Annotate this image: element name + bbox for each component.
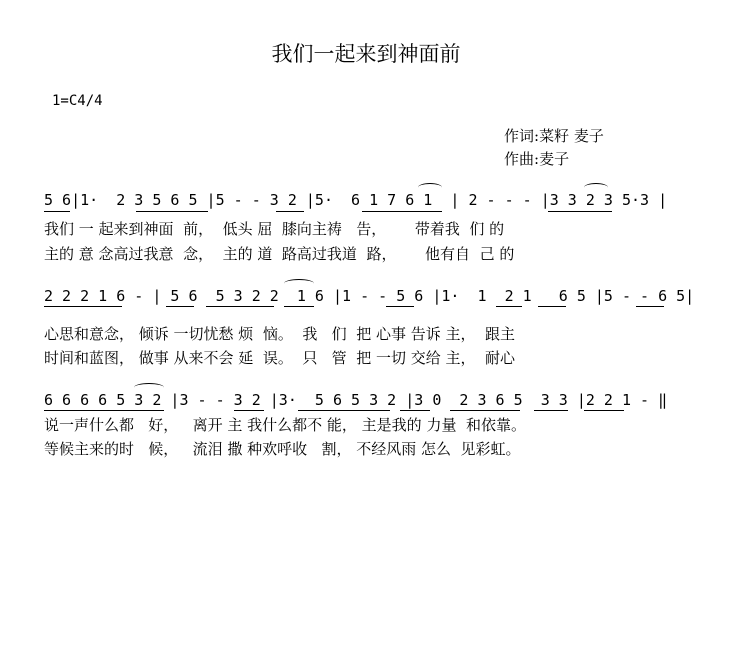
lyric-line-3b: 等候主来的时 候， 流泪 撒 种欢呼收 割， 不经风雨 怎么 见彩虹。 bbox=[44, 440, 521, 458]
notation-line-1: 5 6|1· 2 3 5 6 5 |5 - - 3 2 |5· 6 1 7 6 1 | 2 - - - |3 3 2 3 5·3 | bbox=[44, 191, 668, 209]
notation-line-3: 6 6 6 6 5 3 2 |3 - - 3 2 |3· 5 6 5 3 2 |3 0 2 3 6 5 3 3 |2 2 1 - ‖ bbox=[44, 391, 668, 409]
beam-line bbox=[136, 211, 208, 212]
beam-line bbox=[400, 410, 430, 411]
beam-line bbox=[386, 306, 414, 307]
notation-line-2: 2 2 2 1 6 - | 5 6 5 3 2 2 1 6 |1 - - 5 6 |1· 1 2 1 6 5 |5 - - 6 5| bbox=[44, 287, 695, 305]
beam-line bbox=[44, 410, 164, 411]
beam-line bbox=[496, 306, 522, 307]
beam-line bbox=[44, 306, 122, 307]
lyricist-name: 菜籽 麦子 bbox=[539, 127, 604, 145]
composer-credit bbox=[504, 148, 569, 169]
beam-line bbox=[234, 410, 264, 411]
slur-mark bbox=[418, 183, 442, 192]
beam-line bbox=[206, 306, 274, 307]
beam-line bbox=[450, 410, 520, 411]
lyricist-credit bbox=[504, 125, 604, 146]
beam-line bbox=[534, 410, 568, 411]
composer-name: 麦子 bbox=[539, 150, 570, 168]
beam-line bbox=[284, 306, 314, 307]
lyric-line-1a: 我们 一 起来到神面 前， 低头 屈 膝向主祷 告， 带着我 们 的 bbox=[44, 220, 505, 238]
beam-line bbox=[44, 211, 70, 212]
beam-line bbox=[166, 306, 194, 307]
slur-mark bbox=[584, 183, 608, 192]
lyric-line-2b: 时间和蓝图， 做事 从来不会 延 误。 只 管 把 一切 交给 主， 耐心 bbox=[44, 349, 516, 367]
beam-line bbox=[538, 306, 566, 307]
lyric-line-2a: 心思和意念， 倾诉 一切忧愁 烦 恼。 我 们 把 心事 告诉 主， 跟主 bbox=[44, 325, 516, 343]
beam-line bbox=[548, 211, 612, 212]
beam-line bbox=[362, 211, 442, 212]
beam-line bbox=[298, 410, 390, 411]
beam-line bbox=[584, 410, 624, 411]
composer-label: 作曲: bbox=[504, 150, 540, 168]
slur-mark bbox=[134, 383, 164, 392]
lyric-line-1b: 主的 意 念高过我意 念， 主的 道 路高过我道 路， 他有自 己 的 bbox=[44, 245, 515, 263]
key-signature: 1=C4/4 bbox=[52, 93, 103, 109]
beam-line bbox=[636, 306, 664, 307]
slur-mark bbox=[284, 279, 314, 288]
beam-line bbox=[276, 211, 304, 212]
song-title: 我们一起来到神面前 bbox=[271, 42, 461, 66]
lyricist-label: 作词: bbox=[504, 127, 540, 145]
lyric-line-3a: 说一声什么都 好， 离开 主 我什么都不 能， 主是我的 力量 和依靠。 bbox=[44, 416, 526, 434]
